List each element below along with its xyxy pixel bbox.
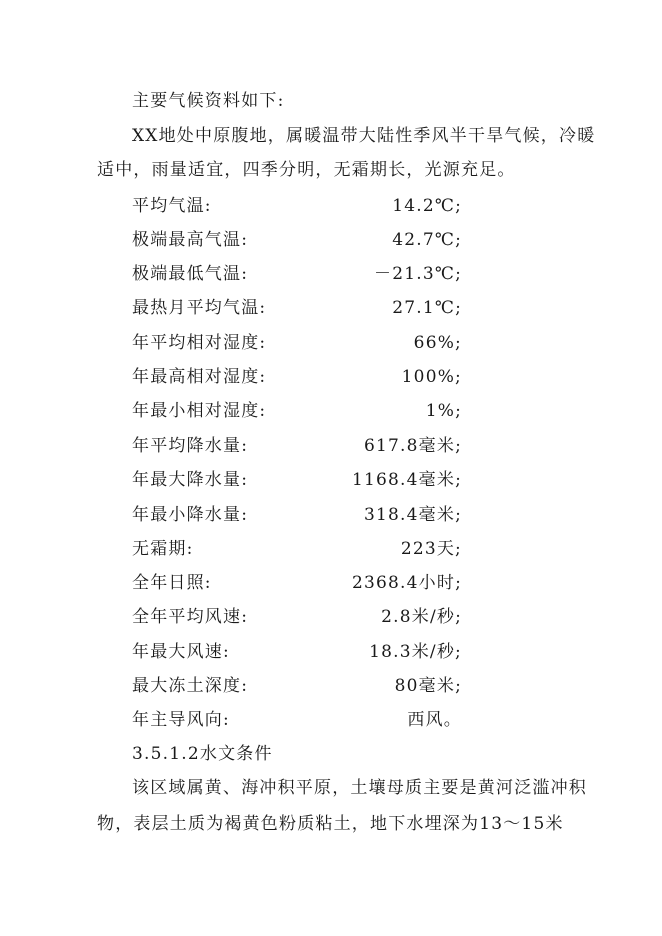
climate-item (132, 539, 462, 559)
climate-item-label: 年最大风速: (132, 642, 230, 662)
section-heading: 3.5.1.2水文条件 (132, 744, 273, 764)
climate-item-label: 最大冻土深度: (132, 676, 249, 696)
climate-item-value: 318.4毫米; (364, 505, 462, 525)
climate-item (132, 401, 462, 421)
climate-item-label: 极端最高气温: (132, 230, 249, 250)
climate-item-label: 全年日照: (132, 573, 212, 593)
climate-item-value: 42.7℃; (392, 230, 462, 250)
paragraph-line: 适中，雨量适宜，四季分明，无霜期长，光源充足。 (97, 160, 516, 180)
climate-item-label: 年最高相对湿度: (132, 367, 267, 387)
climate-item-label: 全年平均风速: (132, 607, 249, 627)
climate-item-value: 1%; (425, 401, 462, 421)
climate-item (132, 505, 462, 525)
climate-item-value: 223天; (400, 539, 462, 559)
paragraph-line: XX地处中原腹地，属暖温带大陆性季风半干旱气候，冷暖 (132, 126, 596, 146)
climate-item-label: 无霜期: (132, 539, 194, 559)
climate-item-label: 最热月平均气温: (132, 298, 267, 318)
climate-item (132, 676, 462, 696)
climate-item-label: 年平均降水量: (132, 436, 249, 456)
climate-item (132, 333, 462, 353)
paragraph-line: 该区域属黄、海冲积平原，土壤母质主要是黄河泛滥冲积 (132, 778, 587, 798)
climate-item-label: 年最小降水量: (132, 505, 249, 525)
climate-item-label: 极端最低气温: (132, 264, 249, 284)
climate-item-value: 27.1℃; (392, 298, 462, 318)
climate-item-value: 2368.4小时; (351, 573, 462, 593)
climate-item (132, 230, 462, 250)
climate-item (132, 196, 462, 216)
climate-item (132, 710, 462, 730)
climate-item (132, 642, 462, 662)
climate-item (132, 470, 462, 490)
intro-text: 主要气候资料如下: (132, 91, 285, 111)
climate-item (132, 367, 462, 387)
climate-item (132, 573, 462, 593)
climate-item (132, 607, 462, 627)
climate-item-value: 14.2℃; (392, 196, 462, 216)
climate-item (132, 298, 462, 318)
climate-item-value: 2.8米/秒; (381, 607, 462, 627)
climate-item-value: 66%; (413, 333, 462, 353)
climate-item-value: 18.3米/秒; (369, 642, 462, 662)
climate-item-value: 617.8毫米; (364, 436, 462, 456)
climate-item-label: 年主导风向: (132, 710, 230, 730)
climate-item-label: 年最大降水量: (132, 470, 249, 490)
climate-item-value: 100%; (401, 367, 462, 387)
climate-item-value: 80毫米; (394, 676, 462, 696)
climate-item-value: 1168.4毫米; (351, 470, 462, 490)
climate-item-value: 西风。 (407, 710, 462, 730)
climate-item-value: －21.3℃; (374, 264, 462, 284)
climate-item (132, 264, 462, 284)
climate-item-label: 年平均相对湿度: (132, 333, 267, 353)
climate-item-label: 平均气温: (132, 196, 212, 216)
paragraph-line: 物，表层土质为褐黄色粉质粘土，地下水埋深为13～15米 (97, 814, 564, 834)
climate-item (132, 436, 462, 456)
climate-item-label: 年最小相对湿度: (132, 401, 267, 421)
